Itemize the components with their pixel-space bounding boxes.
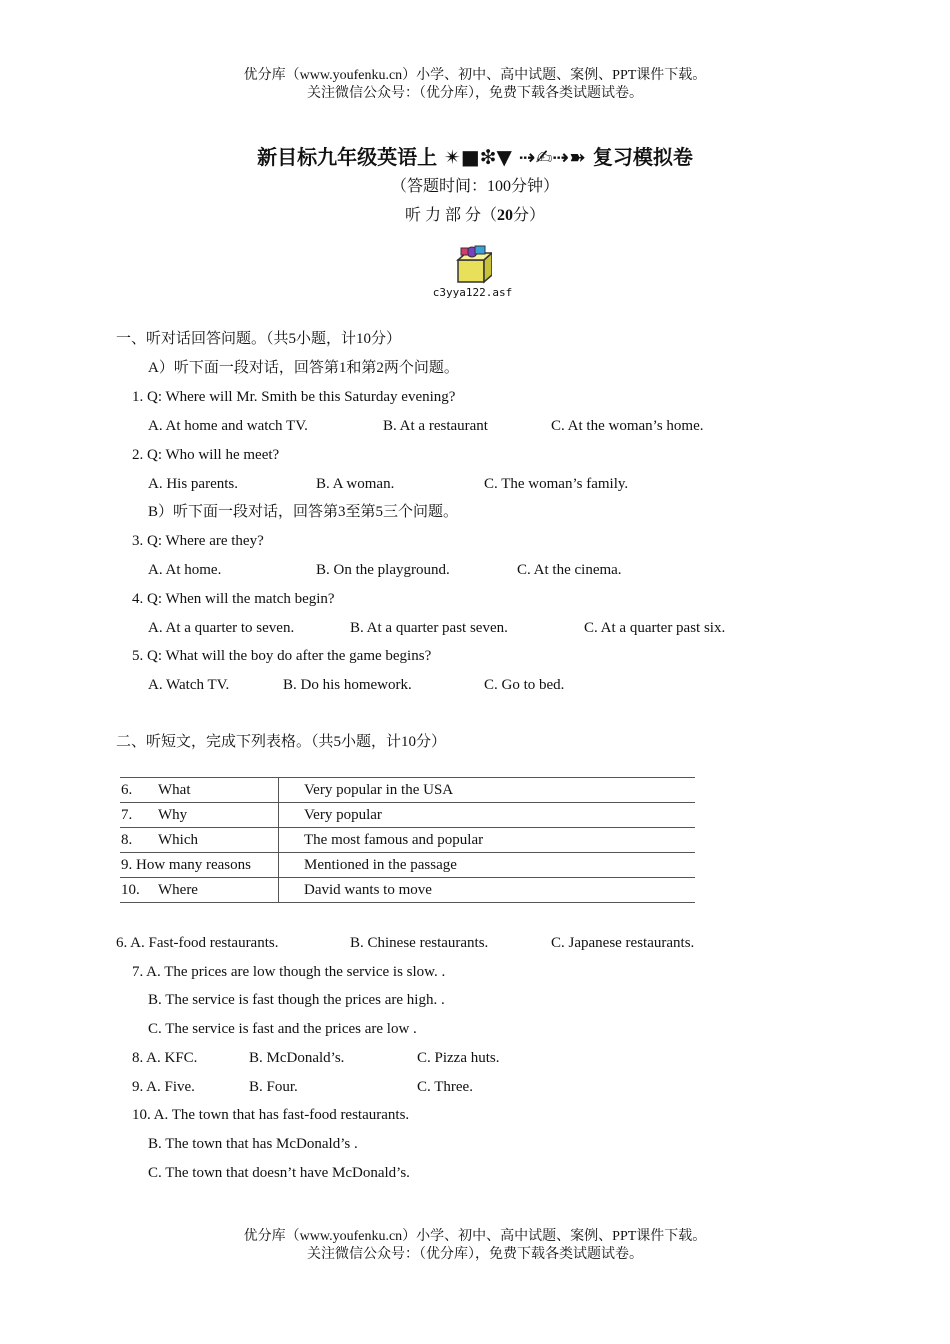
page-header-line2: 关注微信公众号：（优分库），免费下载各类试题试卷。 [307, 86, 643, 101]
row-word: Where [158, 882, 198, 898]
table-row [120, 828, 695, 853]
listening-section-title [0, 202, 950, 225]
q6-option-a: 6. A. Fast-food restaurants. [116, 935, 279, 951]
q2-option-a: A. His parents. [148, 476, 238, 492]
section1-heading: 一、听对话回答问题。（共5小题，计10分） [116, 331, 402, 347]
q7-option-a: 7. A. The prices are low though the service is slow. . [132, 964, 446, 980]
q10-option-c: C. The town that doesn’t have McDonald’s. [148, 1165, 410, 1181]
q7-option-c: C. The service is fast and the prices are low . [148, 1021, 417, 1037]
q7-option-b: B. The service is fast though the prices are high. . [148, 992, 445, 1008]
audio-filename[interactable]: c3yya122.asf [432, 286, 513, 299]
q2-option-b: B. A woman. [316, 476, 395, 492]
row-number: 8. [121, 832, 133, 848]
listening-suffix: 分） [513, 207, 546, 224]
table-cell-desc: Mentioned in the passage [279, 853, 696, 878]
q1-option-c: C. At the woman’s home. [551, 418, 704, 434]
table-cell-desc: Very popular in the USA [279, 778, 696, 803]
q1-option-a: A. At home and watch TV. [148, 418, 308, 434]
q5-option-c: C. Go to bed. [484, 677, 565, 693]
row-number: 10. [121, 882, 140, 898]
table-cell-desc: David wants to move [279, 878, 696, 903]
table-cell-key [120, 803, 279, 828]
exam-time: （答题时间：100分钟） [390, 178, 559, 195]
table-cell-desc: Very popular [279, 803, 696, 828]
q5-option-a: A. Watch TV. [148, 677, 230, 693]
row-number: 6. [121, 782, 133, 798]
row-word: 9. How many reasons [121, 857, 251, 873]
q4-option-a: A. At a quarter to seven. [148, 620, 295, 636]
q8-option-a: 8. A. KFC. [132, 1050, 198, 1066]
section2-heading: 二、听短文，完成下列表格。（共5小题，计10分） [116, 734, 447, 750]
q9-option-b: B. Four. [249, 1079, 298, 1095]
table-cell-key [120, 778, 279, 803]
q4-option-b: B. At a quarter past seven. [350, 620, 508, 636]
q3-option-c: C. At the cinema. [517, 562, 622, 578]
table-cell-desc: The most famous and popular [279, 828, 696, 853]
page-footer-line1: 优分库（www.youfenku.cn）小学、初中、高中试题、案例、PPT课件下载。 [243, 1229, 707, 1244]
q6-option-b: B. Chinese restaurants. [350, 935, 489, 951]
page-footer-line2: 关注微信公众号：（优分库），免费下载各类试题试卷。 [307, 1247, 643, 1262]
q4-option-c: C. At a quarter past six. [584, 620, 726, 636]
q1-option-b: B. At a restaurant [383, 418, 488, 434]
q2-option-c: C. The woman’s family. [484, 476, 629, 492]
q8-option-c: C. Pizza huts. [417, 1050, 500, 1066]
row-number: 7. [121, 807, 133, 823]
question-2: 2. Q: Who will he meet? [132, 447, 280, 463]
table-cell-key [120, 878, 279, 903]
listening-table [120, 777, 695, 903]
page-header-line1: 优分库（www.youfenku.cn）小学、初中、高中试题、案例、PPT课件下载。 [243, 68, 707, 83]
row-word: What [158, 782, 191, 798]
row-word: Why [158, 807, 188, 823]
q9-option-a: 9. A. Five. [132, 1079, 195, 1095]
section1-partB: B）听下面一段对话，回答第3至第5三个问题。 [148, 504, 459, 520]
table-cell-key [120, 828, 279, 853]
q5-option-b: B. Do his homework. [283, 677, 412, 693]
question-5: 5. Q: What will the boy do after the game begins? [132, 648, 432, 664]
table-row [120, 878, 695, 903]
table-row [120, 778, 695, 803]
q10-option-b: B. The town that has McDonald’s . [148, 1136, 358, 1152]
q8-option-b: B. McDonald’s. [249, 1050, 345, 1066]
listening-label: 听 力 部 分（ [404, 207, 497, 224]
audio-file-icon[interactable] [452, 244, 492, 286]
row-word: Which [158, 832, 198, 848]
q9-option-c: C. Three. [417, 1079, 473, 1095]
question-3: 3. Q: Where are they? [132, 533, 264, 549]
question-1: 1. Q: Where will Mr. Smith be this Saturday evening? [132, 389, 456, 405]
q3-option-a: A. At home. [148, 562, 222, 578]
listening-score: 20 [497, 207, 513, 224]
section1-partA: A）听下面一段对话，回答第1和第2两个问题。 [148, 360, 459, 376]
q10-option-a: 10. A. The town that has fast-food restaurants. [132, 1107, 410, 1123]
q6-option-c: C. Japanese restaurants. [551, 935, 695, 951]
table-cell-key [120, 853, 279, 878]
table-row [120, 803, 695, 828]
question-4: 4. Q: When will the match begin? [132, 591, 335, 607]
table-row [120, 853, 695, 878]
page-title: 新目标九年级英语上 ✴■❇▼ ⇢✍⇢➽ 复习模拟卷 [257, 145, 693, 169]
q3-option-b: B. On the playground. [316, 562, 450, 578]
